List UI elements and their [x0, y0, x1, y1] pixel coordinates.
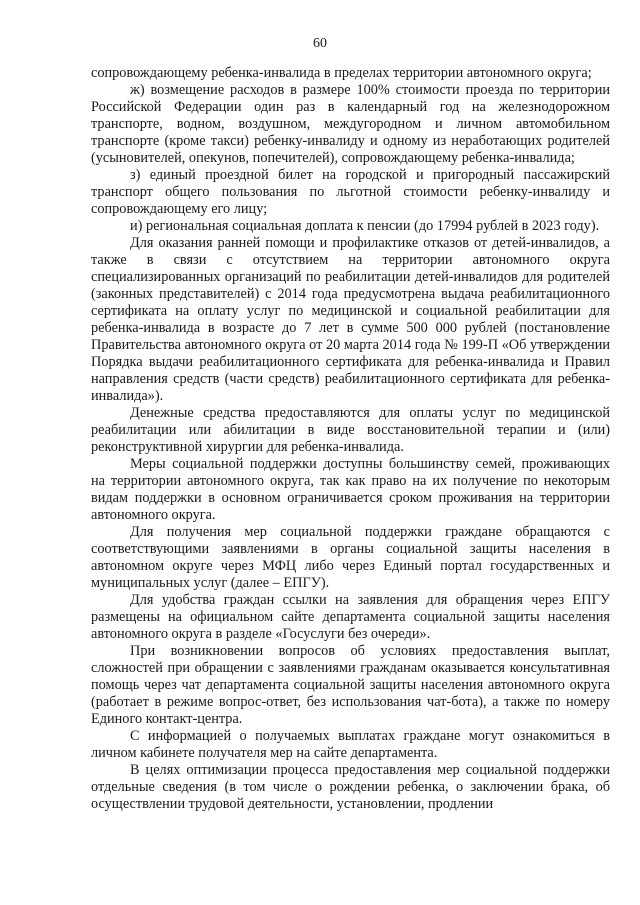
paragraph: При возникновении вопросов об условиях предоставления выплат, сложностей при обращении с заявлениями гражданам оказывается консультативная помощь через чат департамента социальной защиты населения автономного округа (работает в режиме вопрос-ответ, без использования чат-бота), а также по номеру Единого контакт-центра. — [91, 643, 610, 727]
document-body — [91, 65, 610, 813]
paragraph: сопровождающему ребенка-инвалида в пределах территории автономного округа; — [91, 65, 592, 81]
paragraph: В целях оптимизации процесса предоставления мер социальной поддержки отдельные сведения (в том числе о рождении ребенка, о заключении брака, об осуществлении трудовой деятельности, установлении, продлении — [91, 762, 610, 812]
page-number: 60 — [313, 36, 327, 51]
paragraph: Для удобства граждан ссылки на заявления для обращения через ЕПГУ размещены на официальном сайте департамента социальной защиты населения автономного округа в разделе «Госуслуги без очереди». — [91, 592, 610, 642]
paragraph: ж) возмещение расходов в размере 100% стоимости проезда по территории Российской Федерации один раз в календарный год на железнодорожном транспорте, водном, воздушном, междугородном и личном автомобильном транспорте (кроме такси) ребенку-инвалиду и одному из неработающих родителей (усыновителей, опекунов, попечителей), сопровождающему ребенка-инвалида; — [91, 82, 610, 166]
paragraph: и) региональная социальная доплата к пенсии (до 17994 рублей в 2023 году). — [130, 218, 600, 234]
paragraph: С информацией о получаемых выплатах граждане могут ознакомиться в личном кабинете получателя мер на сайте департамента. — [91, 728, 610, 761]
paragraph: Денежные средства предоставляются для оплаты услуг по медицинской реабилитации или абилитации в виде восстановительной терапии и (или) реконструктивной хирургии для ребенка-инвалида. — [91, 405, 610, 455]
paragraph: Для получения мер социальной поддержки граждане обращаются с соответствующими заявлениями в органы социальной защиты населения в автономном округе через МФЦ либо через Единый портал государственных и муниципальных услуг (далее – ЕПГУ). — [91, 524, 610, 591]
paragraph: Для оказания ранней помощи и профилактике отказов от детей-инвалидов, а также в связи с отсутствием на территории автономного округа специализированных организаций по реабилитации детей-инвалидов для родителей (законных представителей) с 2014 года предусмотрена выдача реабилитационного сертификата на оплату услуг по медицинской и социальной реабилитации для ребенка-инвалида в возрасте до 7 лет в сумме 500 000 рублей (постановление Правительства автономного округа от 20 марта 2014 года № 199-П «Об утверждении Порядка выдачи реабилитационного сертификата для ребенка-инвалида и Правил направления средств (части средств) реабилитационного сертификата для ребенка-инвалида»). — [91, 235, 610, 404]
paragraph: Меры социальной поддержки доступны большинству семей, проживающих на территории автономного округа, так как право на их получение по некоторым видам поддержки в основном ограничивается сроком проживания на территории автономного округа. — [91, 456, 610, 523]
paragraph: з) единый проездной билет на городской и пригородный пассажирский транспорт общего пользования по льготной стоимости ребенку-инвалиду и сопровождающему его лицу; — [91, 167, 610, 217]
